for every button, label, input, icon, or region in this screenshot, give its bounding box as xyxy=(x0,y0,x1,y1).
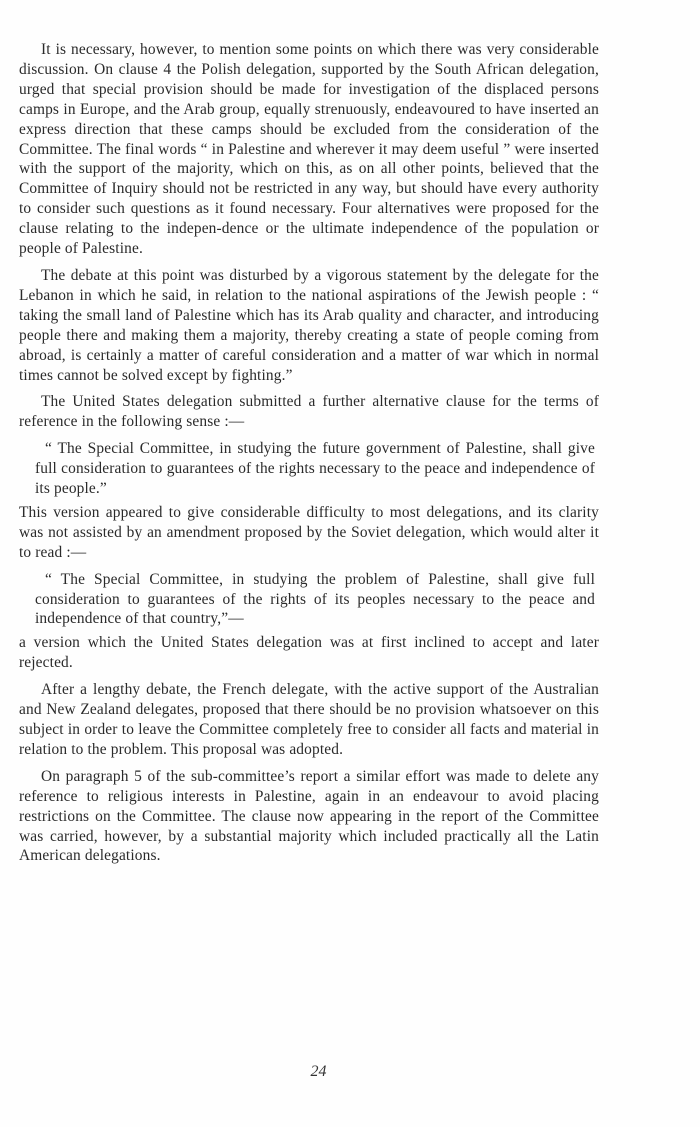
paragraph-french-proposal: After a lengthy debate, the French delegate, with the active support of the Australian and New Zealand delegates, proposed that there should be no provision whatsoever on this subject in order to leave the Committee completely free to consider all facts and material in relation to the problem. This proposal was adopted. xyxy=(19,681,599,758)
paragraph-soviet-amendment: This version appeared to give considerable difficulty to most delegations, and its clarity was not assisted by an amendment proposed by the Soviet delegation, which would alter it to read :— xyxy=(19,503,599,561)
block-quote-us-clause: “ The Special Committee, in studying the future government of Palestine, shall give full consideration to guarantees of the rights necessary to the peace and independence of its people.” xyxy=(35,440,595,498)
body-text xyxy=(19,40,599,873)
paragraph-clause-discussion: It is necessary, however, to mention some points on which there was very considerable discussion. On clause 4 the Polish delegation, supported by the South African delegation, urged that special provision should be made for investigation of the displaced persons camps in Europe, and the Arab group, equally strenuously, endeavoured to have inserted an express direction that these camps should be excluded from the consideration of the Committee. The final words “ in Palestine and wherever it may deem useful ” were inserted with the support of the majority, which on this, as on all other points, believed that the Committee of Inquiry should not be restricted in any way, but should have every authority to consider such questions as it found necessary. Four alternatives were proposed for the clause relating to the indepen-dence or the ultimate independence of the population or people of Palestine. xyxy=(19,41,599,258)
page-number: 24 xyxy=(310,1063,327,1080)
paragraph-us-rejection: a version which the United States delegation was at first inclined to accept and later rejected. xyxy=(19,634,599,672)
block-quote-soviet-clause: “ The Special Committee, in studying the problem of Palestine, shall give full consideration to guarantees of the rights of its peoples necessary to the peace and independence of that country,”— xyxy=(35,570,595,628)
paragraph-lebanon-statement: The debate at this point was disturbed by a vigorous statement by the delegate for the Lebanon in which he said, in relation to the national aspirations of the Jewish people : “ taking the small land of Palestine which has its Arab quality and character, and introducing people there and making them a majority, thereby creating a state of people coming from abroad, is certainly a matter of careful consideration and a matter of war which in normal times cannot be solved except by fighting.” xyxy=(19,266,599,384)
paragraph-us-alternative: The United States delegation submitted a further alternative clause for the terms of reference in the following sense :— xyxy=(19,393,599,431)
paragraph-religious-interests: On paragraph 5 of the sub-committee’s report a similar effort was made to delete any reference to religious interests in Palestine, again in an endeavour to avoid placing restrictions on the Committee. The clause now appearing in the report of the Committee was carried, however, by a substantial majority which included practically all the Latin American delegations. xyxy=(19,767,599,865)
